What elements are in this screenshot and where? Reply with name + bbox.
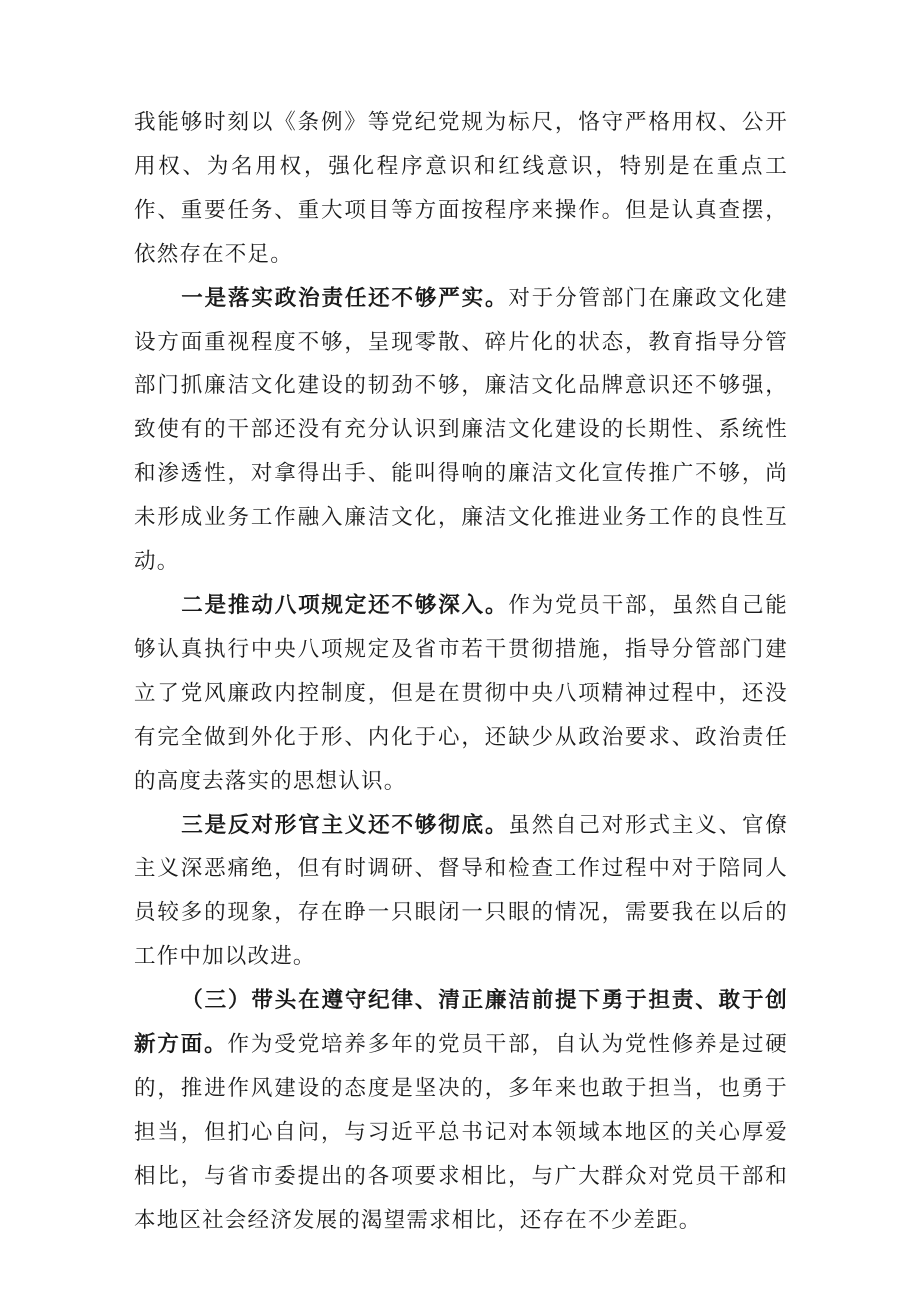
paragraph-point-one (134, 277, 788, 584)
paragraph-point-three (134, 804, 788, 980)
document-page (134, 101, 788, 1243)
paragraph-text: 作为受党培养多年的党员干部，自认为党性修养是过硬的，推进作风建设的态度是坚决的，多年来也敢于担当，也勇于担当，但扪心自问，与习近平总书记对本领域本地区的关心厚爱相比，与省市委提出的各项要求相比，与广大群众对党员干部和本地区社会经济发展的渴望需求相比，还存在不少差距。 (134, 1032, 788, 1233)
paragraph-text: 对于分管部门在廉政文化建设方面重视程度不够，呈现零散、碎片化的状态，教育指导分管部门抓廉洁文化建设的韧劲不够，廉洁文化品牌意识还不够强，致使有的干部还没有充分认识到廉洁文化建设的长期性、系统性和渗透性，对拿得出手、能叫得响的廉洁文化宣传推广不够，尚未形成业务工作融入廉洁文化，廉洁文化推进业务工作的良性互动。 (134, 285, 788, 575)
paragraph-section-three (134, 979, 788, 1242)
paragraph-text: 我能够时刻以《条例》等党纪党规为标尺，恪守严格用权、公开用权、为名用权，强化程序意识和红线意识，特别是在重点工作、重要任务、重大项目等方面按程序来操作。但是认真查摆，依然存在不足。 (134, 110, 788, 267)
paragraph-heading: 一是落实政治责任还不够严实。 (181, 285, 509, 311)
paragraph-text: 虽然自己对形式主义、官僚主义深恶痛绝，但有时调研、督导和检查工作过程中对于陪同人员较多的现象，存在睁一只眼闭一只眼的情况，需要我在以后的工作中加以改进。 (134, 812, 788, 970)
paragraph-heading: 二是推动八项规定还不够深入。 (181, 592, 509, 618)
paragraph-heading: 三是反对形官主义还不够彻底。 (181, 812, 509, 838)
section-heading: （三）带头在遵守纪律、清正廉洁前提下勇于担责、敢于创新方面。 (134, 988, 788, 1058)
paragraph-text: 作为党员干部，虽然自己能够认真执行中央八项规定及省市若干贯彻措施，指导分管部门建立了党风廉政内控制度，但是在贯彻中央八项精神过程中，还没有完全做到外化于形、内化于心，还缺少从政治要求、政治责任的高度去落实的思想认识。 (134, 592, 788, 794)
paragraph-point-two (134, 584, 788, 804)
paragraph-intro-continuation (134, 101, 788, 277)
